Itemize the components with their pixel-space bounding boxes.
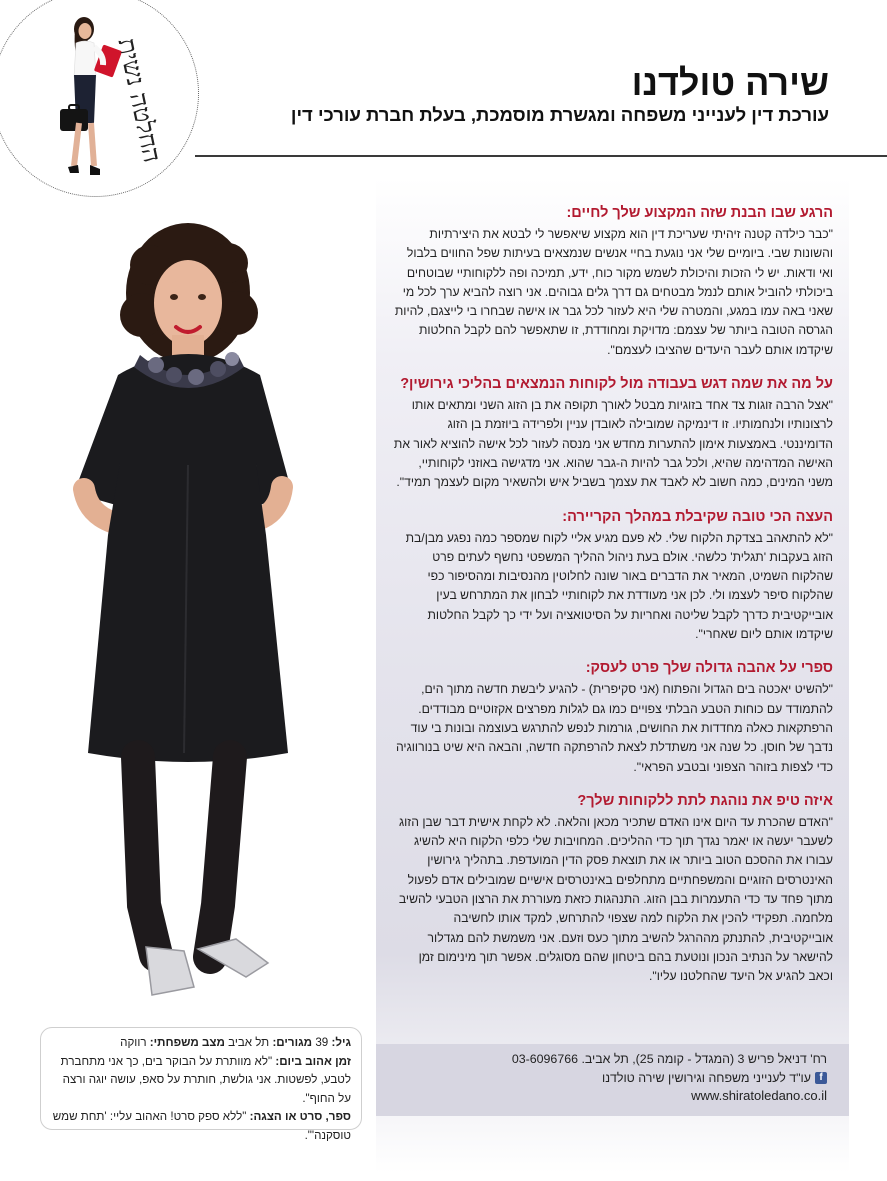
section-answer: "כבר כילדה קטנה זיהיתי שעריכת דין הוא מקצוע שיאפשר לי לבטא את היצירתיות והשונות שבי. ביומיים שלי אני נוגעת בחיי אנשים שנמצאים בעיתות שפל החווים בלבול ואי ודאות. יש לי הזכות והיכולת לשמש מקור כוח, ידע, תמיכה ופה ללקוחותיי שבוטחים ביכולתי להוביל אותם לנמל מבטחים גם דרך גלים גבוהים. אני רוצה להביא ערך לכל מי שאני באה עמו במגע, והמטרה שלי היא לעזור לכל גבר או אישה שבחרו בי לייצגם, להיות הגרסה הטובה ביותר של עצמם: מדויקת ומחודדת, זו שתאפשר להם לקבל החלטות שיקדמו אותם לעבר היעדים שהציבו לעצמם". — [394, 227, 833, 357]
status-label: מצב משפחתי: — [149, 1036, 225, 1049]
header-divider — [195, 155, 887, 157]
info-line-favorite-time — [51, 1053, 351, 1109]
section-question: העצה הכי טובה שקיבלת במהלך הקריירה: — [562, 508, 833, 525]
book-label: ספר, סרט או הצגה: — [249, 1110, 351, 1124]
section-answer: "להשיט יאכטה בים הגדול והפתוח (אני סקיפרית) - להגיע ליבשת חדשה מתוך הים, להתמודד עם כוחות הטבע הבלתי צפויים כמו גם לגלות מפרצים אקזוטיים מבודדים. הרפתקאות כאלה מחדדות את החושים, גורמות לנפש להתרגש בעוצמה ובונות בי עוד נדבך של חוסן. כל שנה אני משתדלת לצאת להרפתקה חדשה, והבאה היא שיט בנורווגיה כדי לצפות בזוהר הצפוני ובטבע הפראי". — [395, 682, 833, 774]
section-question: הרגע שבו הבנת שזה המקצוע שלך לחיים: — [566, 205, 833, 221]
contact-box — [376, 1044, 849, 1116]
badge-circle — [0, 0, 199, 197]
section-question: ספרי על אהבה גדולה שלך פרט לעסק: — [585, 660, 833, 677]
facebook-page-link[interactable]: עו"ד לענייני משפחה וגירושין שירה טולדנו — [601, 1070, 811, 1085]
section-question: על מה את שמה דגש בעבודה מול לקוחות הנמצאים בהליכי גירושין? — [400, 376, 833, 393]
info-line-basic — [51, 1034, 351, 1053]
section-question: איזה טיפ את נוהגת לתת ללקוחות שלך? — [577, 792, 833, 809]
interview-section — [392, 508, 833, 645]
residence-value: תל אביב — [228, 1036, 270, 1049]
interview-article — [392, 204, 833, 1002]
portrait-figure — [60, 205, 325, 1015]
status-value: רווקה — [120, 1036, 147, 1049]
page-title: שירה טולדנו — [631, 62, 829, 103]
interview-section — [392, 204, 833, 360]
interview-section — [392, 375, 833, 492]
favorite-time-label: זמן אהוב ביום: — [275, 1054, 351, 1068]
age-label: גיל: — [331, 1036, 351, 1049]
facebook-icon: f — [815, 1072, 827, 1084]
book-value: "ללא ספק סרט! האהוב עליי: 'תחת שמש טוסקנה'". — [52, 1110, 351, 1142]
section-answer: "האדם שהכרת עד היום אינו האדם שתכיר מכאן והלאה. לא לקחת אישית דבר שבן הזוג לשעבר יעשה או יאמר נגדך תוך כדי ההליכים. המחויבות שלי כלפי הלקוח היא להשיג עבורו את ההסכם הטוב ביותר או את תוצאת פסק הדין המועדפת. בתהליך גירושין האינטרסים הזוגיים והמשפחתיים מתחלפים באינטרסים אישיים שמובילים אדם לפעול מתוך פחד עד כדי התעמרות בבן הזוג. התנהגות כזאת מעוררת את הרצון הטבעי להשיב מלחמה. תפקידי להכין את הלקוח למה שצפוי להתרחש, למקד אותו לחשיבה אובייקטיבית, להתנתק מההרגל להשיב מתוך כעס וזעם. אני משמשת להם מגדלור להישאר על הנתיב הנכון ונוטעת בהם ביטחון שהם מסוגלים. אפשר תוך מינימום זמן וכאב להגיע אל היעד שהחלטנו עליו". — [398, 814, 833, 984]
residence-label: מגורים: — [272, 1036, 313, 1049]
section-answer: "לא להתאהב בצדקת הלקוח שלי. לא פעם מגיע אליי לקוח שמספר כמה נפגע מבן/בת הזוג בעקבות 'תגלית' כלשהי. אולם בעת ניהול ההליך המשפטי נחשף לעתים פרט שהלקוח השמיט, המאיר את הדברים באור שונה לחלוטין מהנסיבות ומהסיפור כפי שהלקוח סיפר לעצמו ולי. לכן אני מעודדת את לקוחותיי לבחון את המתרחש בעין אובייקטיבית כדרך לקבל שליטה ואחריות על הסיטואציה ועל ידי כך לקבל החלטות שיקדמו אותם ליום שאחרי". — [405, 530, 833, 642]
info-line-book — [51, 1108, 351, 1145]
page-subtitle: עורכת דין לענייני משפחה ומגשרת מוסמכת, בעלת חברת עורכי דין — [290, 104, 829, 125]
personal-info-box — [40, 1027, 362, 1142]
favorite-time-value: "לא מוותרת על הבוקר בים, כך אני מתחברת לטבע, לפשטות. אני גולשת, חותרת על סאפ, עושה יוגה ורצה על החוף". — [60, 1054, 351, 1105]
age-value: 39 — [315, 1036, 329, 1049]
badge-caption: החלטה נשית — [112, 35, 168, 165]
facebook-row[interactable] — [512, 1069, 827, 1088]
interview-section — [392, 792, 833, 987]
interview-section — [392, 659, 833, 776]
website-link[interactable]: www.shiratoledano.co.il — [691, 1088, 827, 1103]
contact-address: רח' דניאל פריש 3 (המגדל - קומה 25), תל אביב. 03-6096766 — [511, 1052, 827, 1066]
section-answer: "אצל הרבה זוגות צד אחד בזוגיות מבטל לאורך תקופה את בן הזוג השני ומתאים אותו לרצונותיו ולנחמותיו. זו דינמיקה שמובילה לאובדן עניין ולפרידה ביוזמת בן הזוג הדומיננטי. באמצעות אימון להתערות מחדש אני מנסה לעזור לכל אישה להוציא לאור את האישה המדהימה שהיא, ולכל גבר להיות ה-גבר שהוא. אני מדגישה באוזני לקוחותיי, משני המינים, כמה חשוב לא לאבד את עצמך בשביל איש ולהשאיר מקום לעצמך תמיד". — [393, 398, 833, 490]
